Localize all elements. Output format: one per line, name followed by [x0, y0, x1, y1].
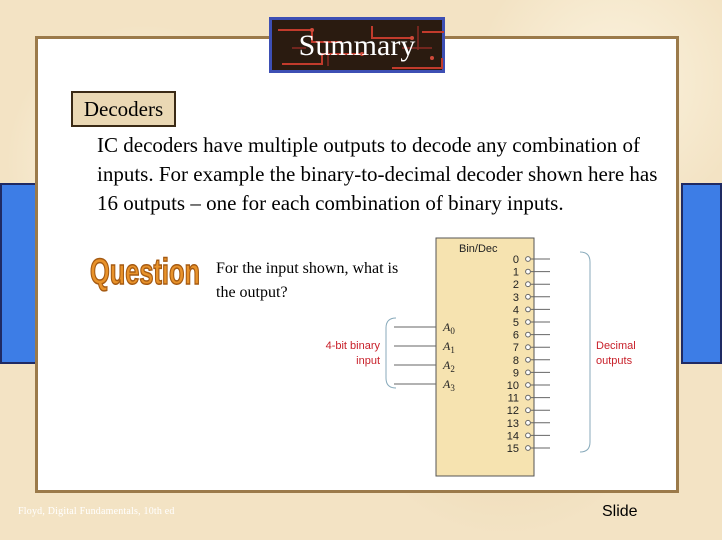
output-bubble	[526, 420, 531, 425]
output-group-label-line1: Decimal	[596, 340, 636, 352]
output-label: 12	[506, 405, 519, 418]
output-bubble	[526, 320, 531, 325]
input-group-label-line1: 4-bit binary	[325, 340, 380, 352]
body-paragraph: IC decoders have multiple outputs to decode any combination of inputs. For example the binary-to-decimal decoder shown here has 16 outputs – one for each combination of binary inputs.	[97, 133, 658, 215]
output-brace	[580, 252, 590, 452]
right-side-tab	[681, 183, 722, 364]
title-banner	[269, 17, 445, 73]
output-bubble	[526, 395, 531, 400]
output-label: 9	[512, 367, 519, 380]
output-bubble	[526, 269, 531, 274]
output-bubble	[526, 332, 531, 337]
output-bubble	[526, 408, 531, 413]
output-label: 3	[512, 291, 519, 304]
output-label: 14	[506, 430, 519, 443]
footer-slide-label: Slide	[602, 503, 638, 520]
input-label: $A_2$	[443, 358, 455, 374]
question-art	[88, 250, 204, 292]
output-bubble	[526, 257, 531, 262]
output-label: 7	[512, 342, 519, 355]
output-group-label-line2: outputs	[596, 355, 633, 367]
section-label: Decoders	[71, 91, 176, 127]
input-label: $A_1$	[443, 339, 455, 355]
output-label: 8	[512, 354, 519, 367]
output-label: 5	[512, 317, 519, 329]
decoder-diagram	[310, 236, 650, 486]
output-bubble	[526, 433, 531, 438]
output-bubble	[526, 446, 531, 451]
output-bubble	[526, 294, 531, 299]
output-label: 13	[506, 417, 519, 430]
output-label: 11	[507, 392, 519, 405]
footer-citation: Floyd, Digital Fundamentals, 10th ed	[18, 506, 175, 517]
output-label: 6	[512, 329, 519, 342]
slide-title: Summary	[298, 29, 416, 62]
output-bubble	[526, 307, 531, 312]
output-label: 10	[506, 380, 519, 392]
output-bubble	[526, 282, 531, 287]
output-bubble	[526, 357, 531, 362]
question-prompt: For the input shown, what is the output?	[216, 260, 399, 301]
output-bubble	[526, 370, 531, 375]
input-label: $A_0$	[443, 320, 455, 336]
output-label: 1	[512, 266, 519, 279]
output-label: 15	[506, 443, 519, 455]
decoder-block	[436, 238, 534, 476]
input-brace	[386, 318, 396, 388]
question-art-label: Question	[90, 251, 200, 292]
left-side-tab	[0, 183, 40, 364]
output-bubble	[526, 345, 531, 350]
output-label: 4	[512, 304, 519, 317]
input-group-label-line2: input	[356, 355, 380, 367]
output-label: 0	[512, 254, 519, 266]
decoder-block-label: Bin/Dec	[459, 243, 498, 255]
output-label: 2	[512, 279, 519, 292]
output-bubble	[526, 383, 531, 388]
input-label: $A_3$	[443, 377, 455, 393]
